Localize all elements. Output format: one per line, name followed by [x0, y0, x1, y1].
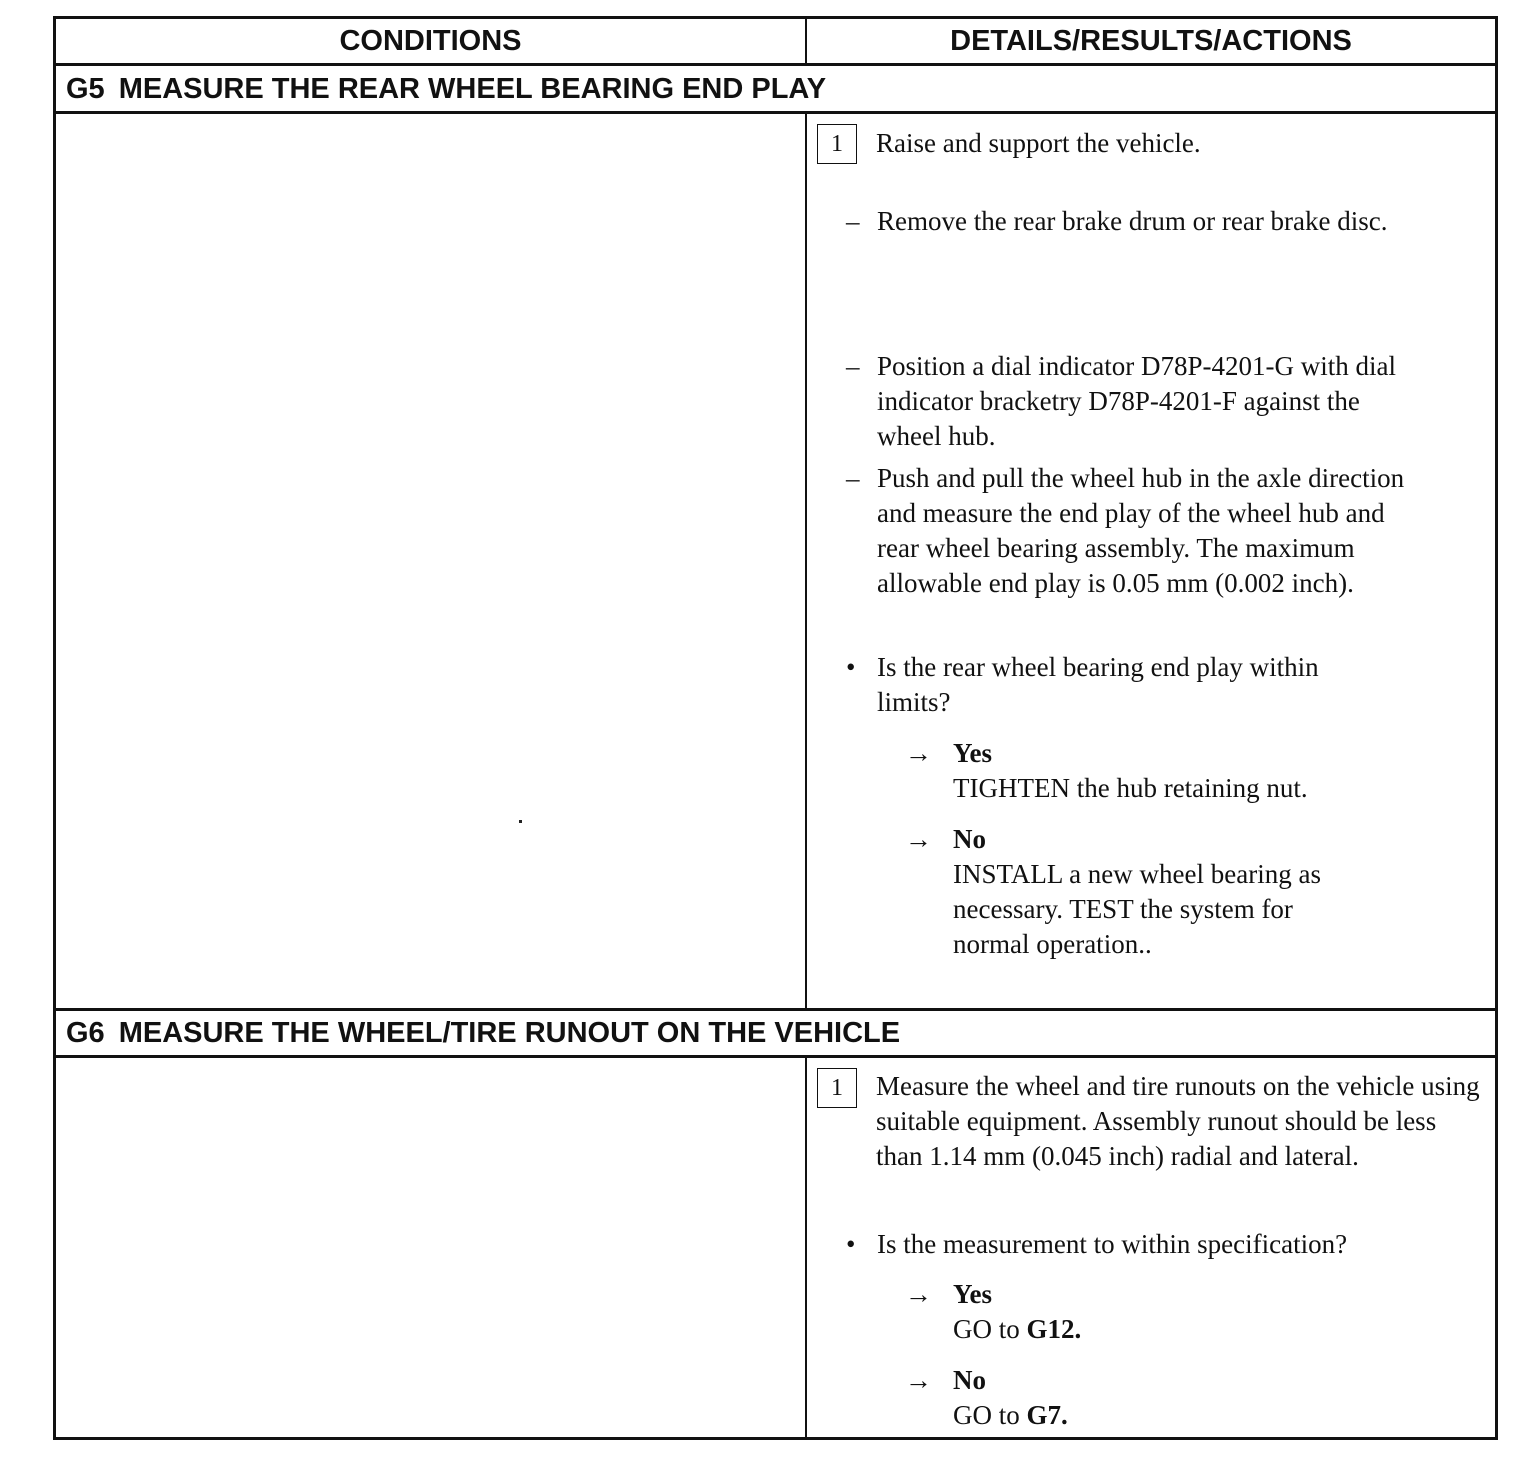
arrow-right-icon: →: [905, 738, 932, 768]
header-rule: [56, 63, 1495, 66]
step-number-box: 1: [817, 124, 857, 164]
section-heading-g6: MEASURE THE WHEEL/TIRE RUNOUT ON THE VEHICLE: [118, 1017, 901, 1049]
step-text: Measure the wheel and tire runouts on the vehicle using suitable equipment. Assembly runout should be less than 1.14 mm (0.045 inch) radial and lateral.: [876, 1071, 1480, 1171]
stray-dot: [519, 820, 522, 823]
column-divider-g5: [805, 114, 807, 1009]
list-item: [846, 461, 1406, 601]
question-text: Is the measurement to within specification?: [877, 1229, 1348, 1259]
section-rule-g5: [56, 111, 1495, 114]
answer-label: Yes: [953, 738, 992, 768]
column-divider-g6: [805, 1058, 807, 1440]
answer-label: No: [953, 1365, 986, 1395]
answer-action: INSTALL a new wheel bearing as necessary. TEST the system for normal operation..: [953, 859, 1321, 959]
answer-no: [905, 822, 1365, 962]
question-item: [846, 1227, 1446, 1262]
section-heading-g5: MEASURE THE REAR WHEEL BEARING END PLAY: [118, 73, 827, 105]
dash-marker: –: [846, 206, 860, 236]
header-conditions: CONDITIONS: [339, 25, 522, 57]
question-item: [846, 650, 1386, 720]
arrow-right-icon: →: [905, 824, 932, 854]
answer-action: [953, 1398, 1445, 1433]
answer-action: [953, 1312, 1445, 1347]
action-target: G7.: [1026, 1400, 1068, 1430]
list-item-text: Position a dial indicator D78P-4201-G with dial indicator bracketry D78P-4201-F against the wheel hub.: [877, 351, 1396, 451]
section-title-g5: [66, 67, 826, 111]
answer-yes: [905, 1277, 1445, 1347]
bullet-marker: •: [846, 1229, 856, 1259]
answer-action: TIGHTEN the hub retaining nut.: [953, 773, 1308, 803]
section-code-g6: G6: [66, 1017, 105, 1049]
arrow-right-icon: →: [905, 1365, 932, 1395]
section-code-g5: G5: [66, 73, 105, 105]
list-item: [846, 349, 1406, 454]
list-item-text: Push and pull the wheel hub in the axle direction and measure the end play of the wheel hub and rear wheel bearing assembly. The maximum allowable end play is 0.05 mm (0.002 inch).: [877, 463, 1405, 598]
action-prefix: GO to: [953, 1400, 1020, 1430]
action-target: G12.: [1026, 1314, 1082, 1344]
section-rule-g6: [56, 1055, 1495, 1058]
answer-yes: [905, 736, 1445, 806]
action-prefix: GO to: [953, 1314, 1020, 1344]
dash-marker: –: [846, 351, 860, 381]
header-details: DETAILS/RESULTS/ACTIONS: [950, 25, 1352, 57]
answer-no: [905, 1363, 1445, 1433]
list-item: [846, 204, 1406, 239]
header-divider: [805, 19, 807, 63]
arrow-right-icon: →: [905, 1279, 932, 1309]
section-title-g6: [66, 1011, 900, 1055]
answer-label: No: [953, 824, 986, 854]
list-item-text: Remove the rear brake drum or rear brake disc.: [877, 206, 1388, 236]
bullet-marker: •: [846, 652, 856, 682]
dash-marker: –: [846, 463, 860, 493]
step-text: Raise and support the vehicle.: [876, 128, 1201, 158]
question-text: Is the rear wheel bearing end play within limits?: [877, 652, 1319, 717]
step-number-box: 1: [817, 1068, 857, 1108]
answer-label: Yes: [953, 1279, 992, 1309]
